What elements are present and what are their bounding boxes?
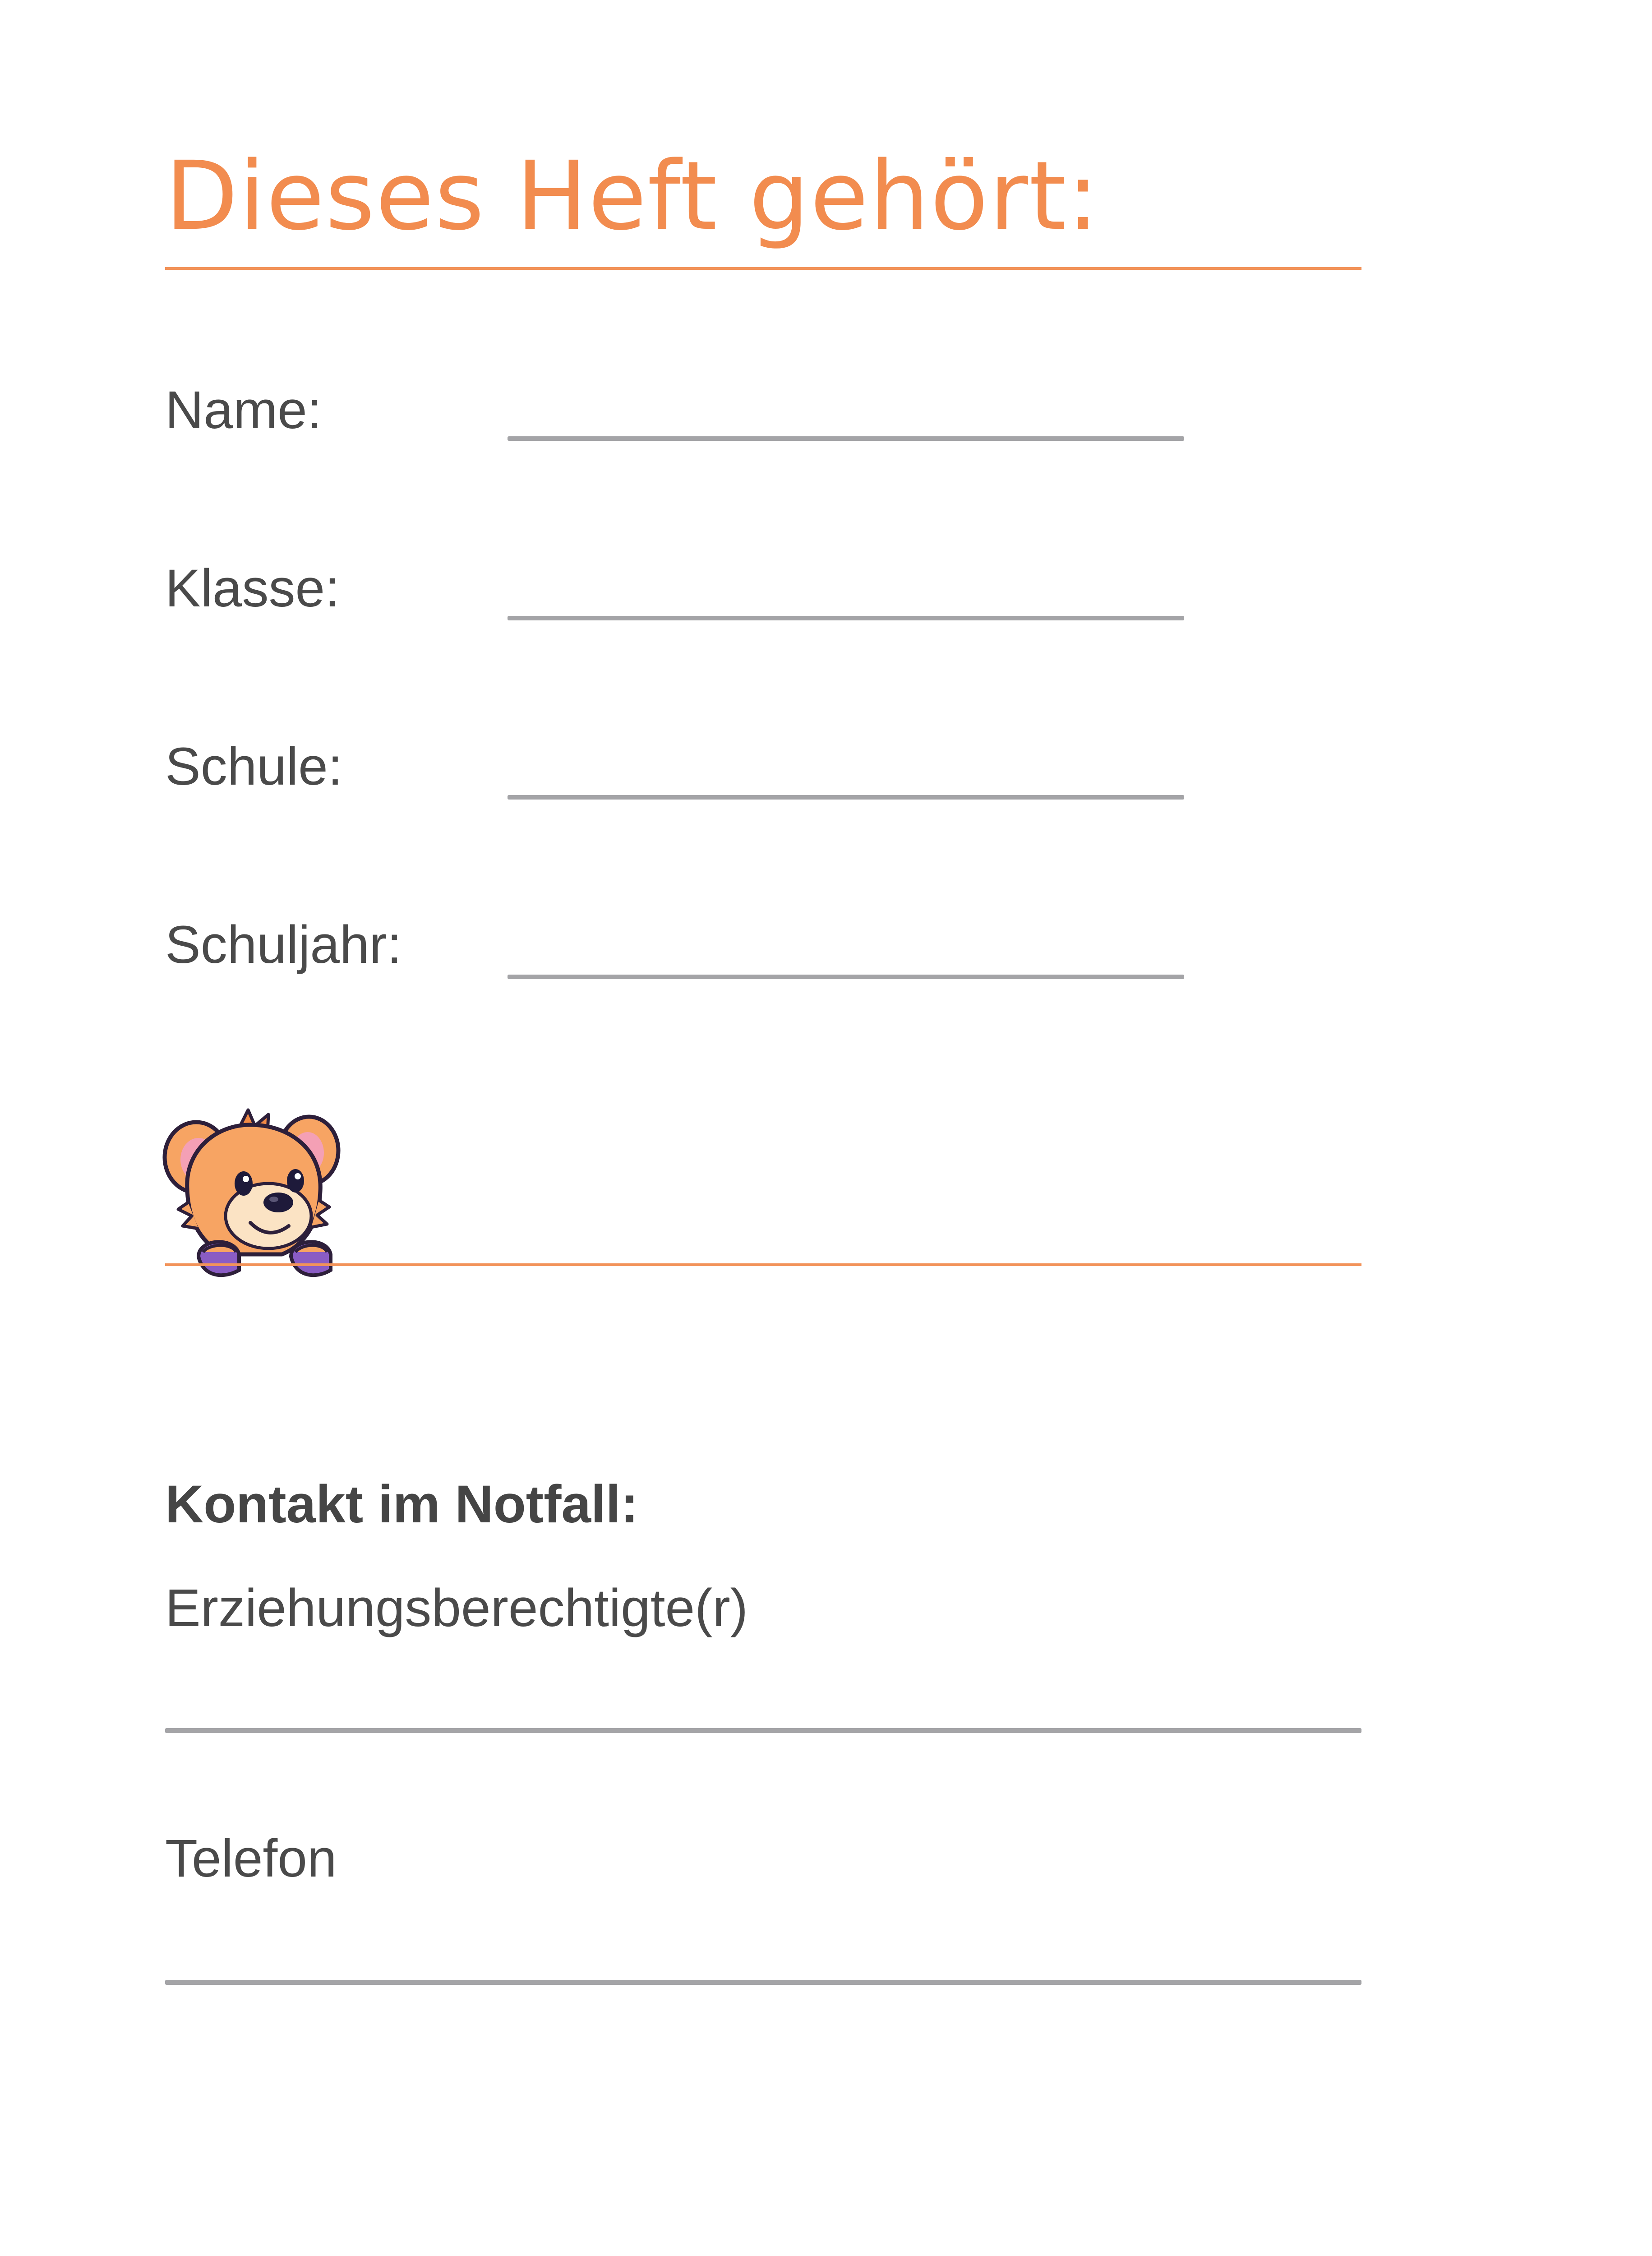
phone-label: Telefon	[165, 1829, 337, 1888]
guardian-field[interactable]	[165, 1728, 1361, 1733]
section-divider	[165, 1263, 1361, 1266]
page-title: Dieses Heft gehört:	[165, 141, 1100, 251]
class-label: Klasse:	[165, 559, 340, 618]
school-field[interactable]	[508, 795, 1184, 800]
school-label: Schule:	[165, 737, 343, 796]
phone-field[interactable]	[165, 1980, 1361, 1985]
guardian-label: Erziehungsberechtigte(r)	[165, 1578, 748, 1638]
school-year-field[interactable]	[508, 975, 1184, 979]
title-divider	[165, 267, 1361, 270]
name-field[interactable]	[508, 436, 1184, 441]
class-field[interactable]	[508, 616, 1184, 620]
name-label: Name:	[165, 380, 322, 440]
bear-mascot-icon	[160, 1108, 345, 1288]
emergency-contact-heading: Kontakt im Notfall:	[165, 1475, 638, 1534]
school-year-label: Schuljahr:	[165, 915, 402, 975]
